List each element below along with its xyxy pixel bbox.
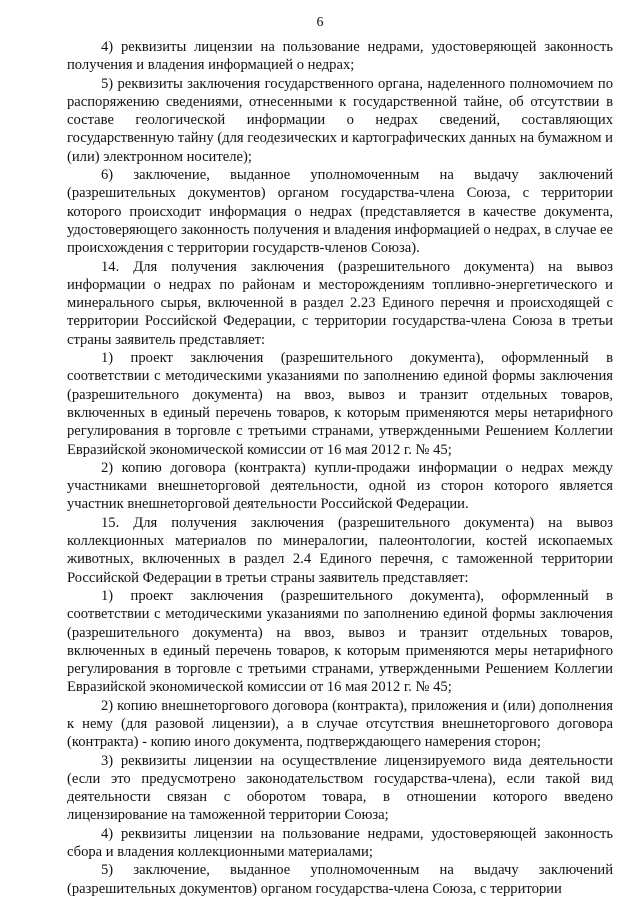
page-number: 6 bbox=[316, 15, 324, 30]
paragraph-clause-15-item-3: 3) реквизиты лицензии на осуществление лицензируемого вида деятельности (если это предусмотрено законодательством государства-члена), если такой вид деятельности связан с оборотом товара, в отношении которого введено лицензирование на таможенной территории Союза; bbox=[67, 752, 613, 824]
paragraph-member-state-conclusion: 6) заключение, выданное уполномоченным на выдачу заключений (разрешительных документов) органом государства-члена Союза, с территории которого происходит информация о недрах (представляется в качестве документа, удостоверяющего законность получения и владения информацией о недрах, в случае ее происхождения с территории государств-членов Союза). bbox=[67, 167, 613, 257]
paragraph-state-secret-conclusion: 5) реквизиты заключения государственного органа, наделенного полномочием по распоряжению сведениями, отнесенными к государственной тайне, об отсутствии в составе геологической информации о недрах сведений, составляющих государственную тайну (для геодезических и картографических данных на бумажном и (или) электронном носителе); bbox=[67, 75, 613, 165]
paragraph-clause-14: 14. Для получения заключения (разрешительного документа) на вывоз информации о недрах по районам и месторождениям топливно-энергетического и минерального сырья, включенной в раздел 2.23 Единого перечня и происходящей с территории Российской Федерации, с территории государства-члена Союза в третьи страны заявитель представляет: bbox=[67, 258, 613, 348]
paragraph-clause-14-item-1: 1) проект заключения (разрешительного документа), оформленный в соответствии с методическими указаниями по заполнению единой формы заключения (разрешительного документа) на ввоз, вывоз и транзит отдельных товаров, включенных в единый перечень товаров, к которым применяются меры нетарифного регулирования в торговле с третьими странами, утвержденными Решением Коллегии Евразийской экономической комиссии от 16 мая 2012 г. № 45; bbox=[67, 350, 613, 458]
paragraph-license-details: 4) реквизиты лицензии на пользование недрами, удостоверяющей законность получения и владения информацией о недрах; bbox=[67, 39, 613, 74]
paragraph-clause-15-item-1: 1) проект заключения (разрешительного документа), оформленный в соответствии с методическими указаниями по заполнению единой формы заключения (разрешительного документа) на ввоз, вывоз и транзит отдельных товаров, включенных в единый перечень товаров, к которым применяются меры нетарифного регулирования в торговле с третьими странами, утвержденными Решением Коллегии Евразийской экономической комиссии от 16 мая 2012 г. № 45; bbox=[67, 587, 613, 696]
paragraph-clause-15: 15. Для получения заключения (разрешительного документа) на вывоз коллекционных материалов по минералогии, палеонтологии, костей ископаемых животных, включенных в раздел 2.4 Единого перечня, с таможенной территории Российской Федерации в третьи страны заявитель представляет: bbox=[67, 514, 613, 586]
paragraph-clause-15-item-2: 2) копию внешнеторгового договора (контракта), приложения и (или) дополнения к нему (для разовой лицензии), а в случае отсутствия внешнеторгового договора (контракта) - копию иного документа, подтверждающего намерения сторон; bbox=[67, 697, 613, 751]
document-body bbox=[67, 38, 613, 898]
paragraph-clause-15-item-4: 4) реквизиты лицензии на пользование недрами, удостоверяющей законность сбора и владения коллекционными материалами; bbox=[67, 825, 613, 861]
paragraph-clause-14-item-2: 2) копию договора (контракта) купли-продажи информации о недрах между участниками внешнеторговой деятельности, одной из сторон которого является участник внешнеторговой деятельности Российской Федерации. bbox=[67, 459, 613, 513]
paragraph-clause-15-item-5: 5) заключение, выданное уполномоченным на выдачу заключений (разрешительных документов) органом государства-члена Союза, с территории bbox=[67, 862, 613, 897]
